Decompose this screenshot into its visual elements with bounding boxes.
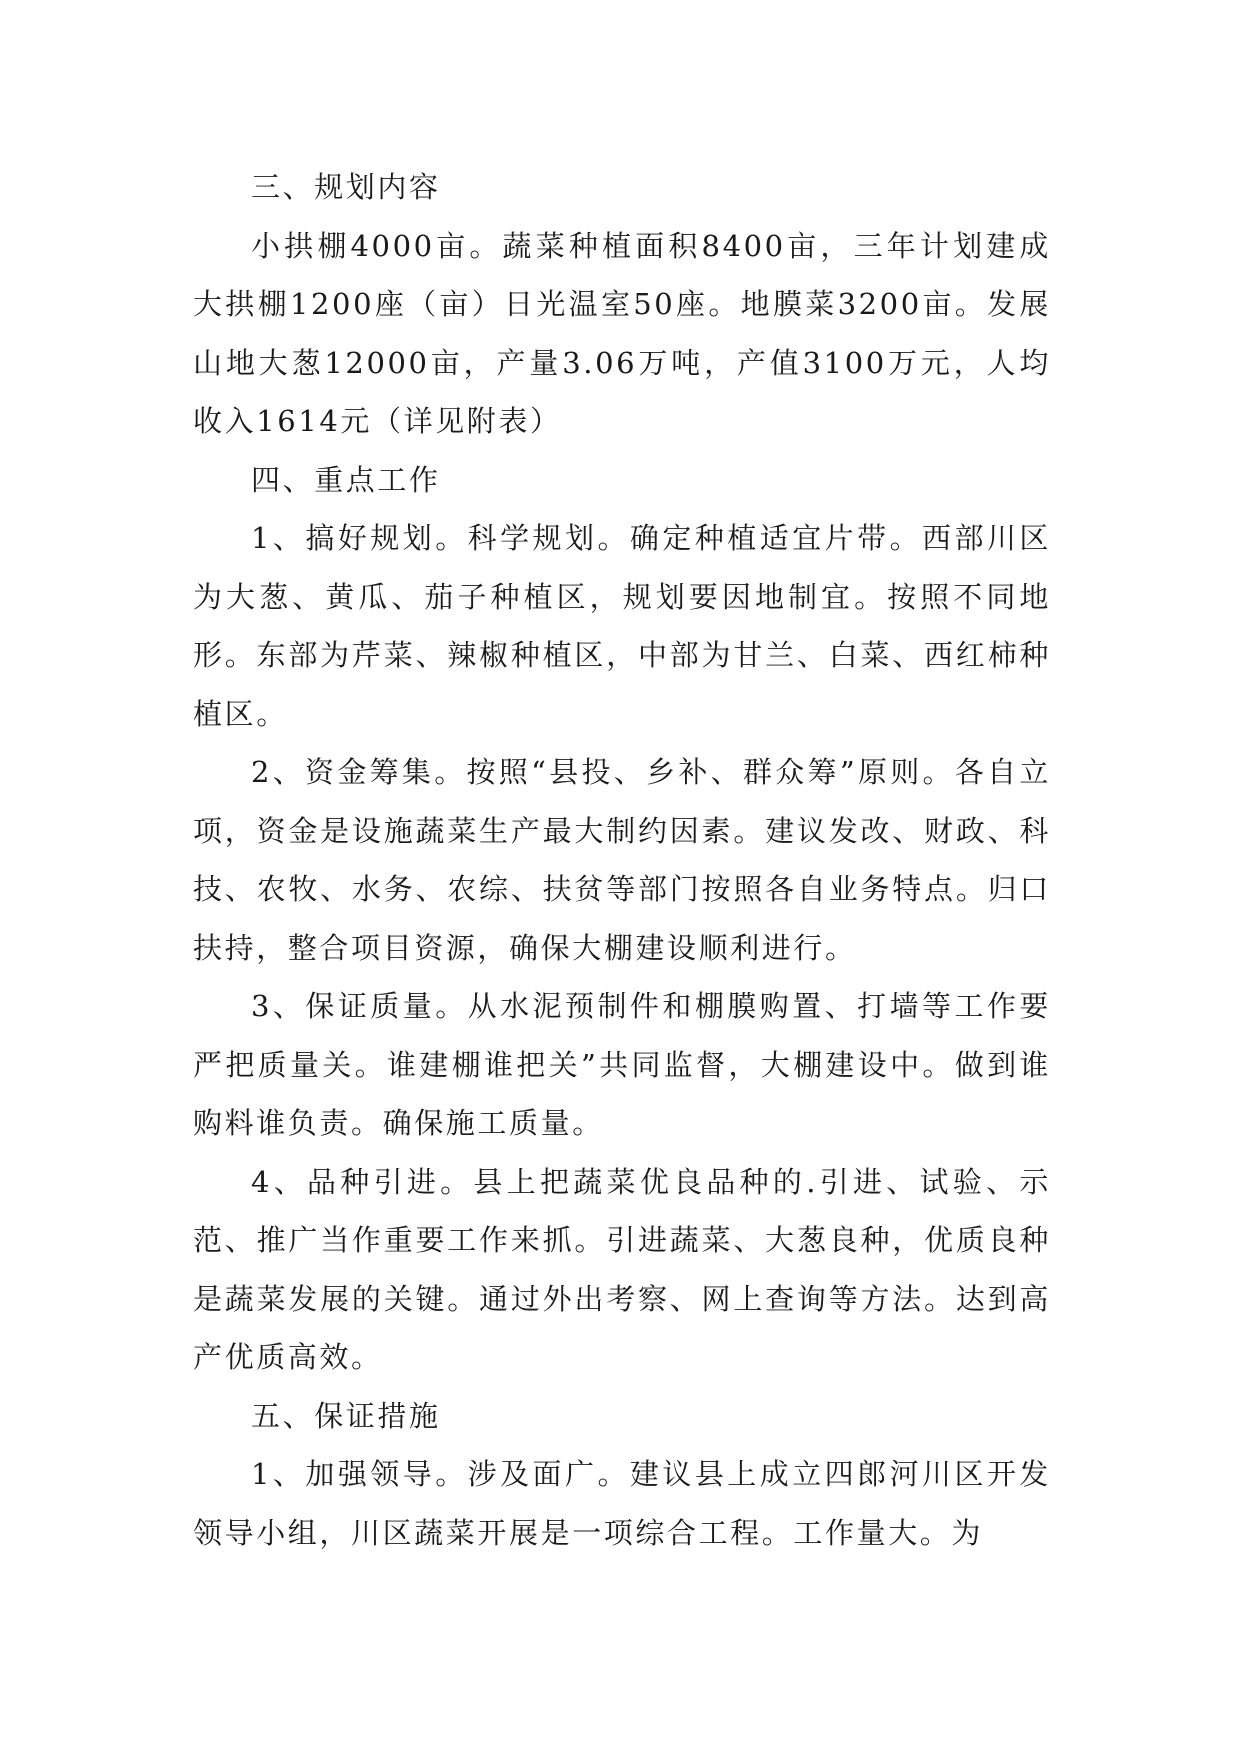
paragraph: 4、品种引进。县上把蔬菜优良品种的.引进、试验、示范、推广当作重要工作来抓。引进蔬菜、大葱良种，优质良种是蔬菜发展的关键。通过外出考察、网上查询等方法。达到高产优质高效。 bbox=[193, 1164, 1051, 1374]
paragraph: 1、搞好规划。科学规划。确定种植适宜片带。西部川区为大葱、黄瓜、茄子种植区，规划要因地制宜。按照不同地形。东部为芹菜、辣椒种植区，中部为甘兰、白菜、西红柿种植区。 bbox=[193, 521, 1051, 731]
paragraph: 3、保证质量。从水泥预制件和棚膜购置、打墙等工作要严把质量关。谁建棚谁把关”共同监督，大棚建设中。做到谁购料谁负责。确保施工质量。 bbox=[193, 989, 1051, 1140]
section-heading: 四、重点工作 bbox=[251, 462, 441, 497]
paragraph: 小拱棚4000亩。蔬菜种植面积8400亩，三年计划建成大拱棚1200座（亩）日光温室50座。地膜菜3200亩。发展山地大葱12000亩，产量3.06万吨，产值3100万元，人均收入1614元（详见附表） bbox=[193, 228, 1051, 438]
document-body bbox=[193, 158, 1051, 1562]
paragraph: 1、加强领导。涉及面广。建议县上成立四郎河川区开发领导小组，川区蔬菜开展是一项综合工程。工作量大。为 bbox=[193, 1457, 1051, 1550]
section-heading: 三、规划内容 bbox=[251, 170, 441, 204]
section-heading: 五、保证措施 bbox=[251, 1398, 441, 1433]
paragraph: 2、资金筹集。按照“县投、乡补、群众筹”原则。各自立项，资金是设施蔬菜生产最大制约因素。建议发改、财政、科技、农牧、水务、农综、扶贫等部门按照各自业务特点。归口扶持，整合项目资源，确保大棚建设顺利进行。 bbox=[193, 755, 1051, 965]
